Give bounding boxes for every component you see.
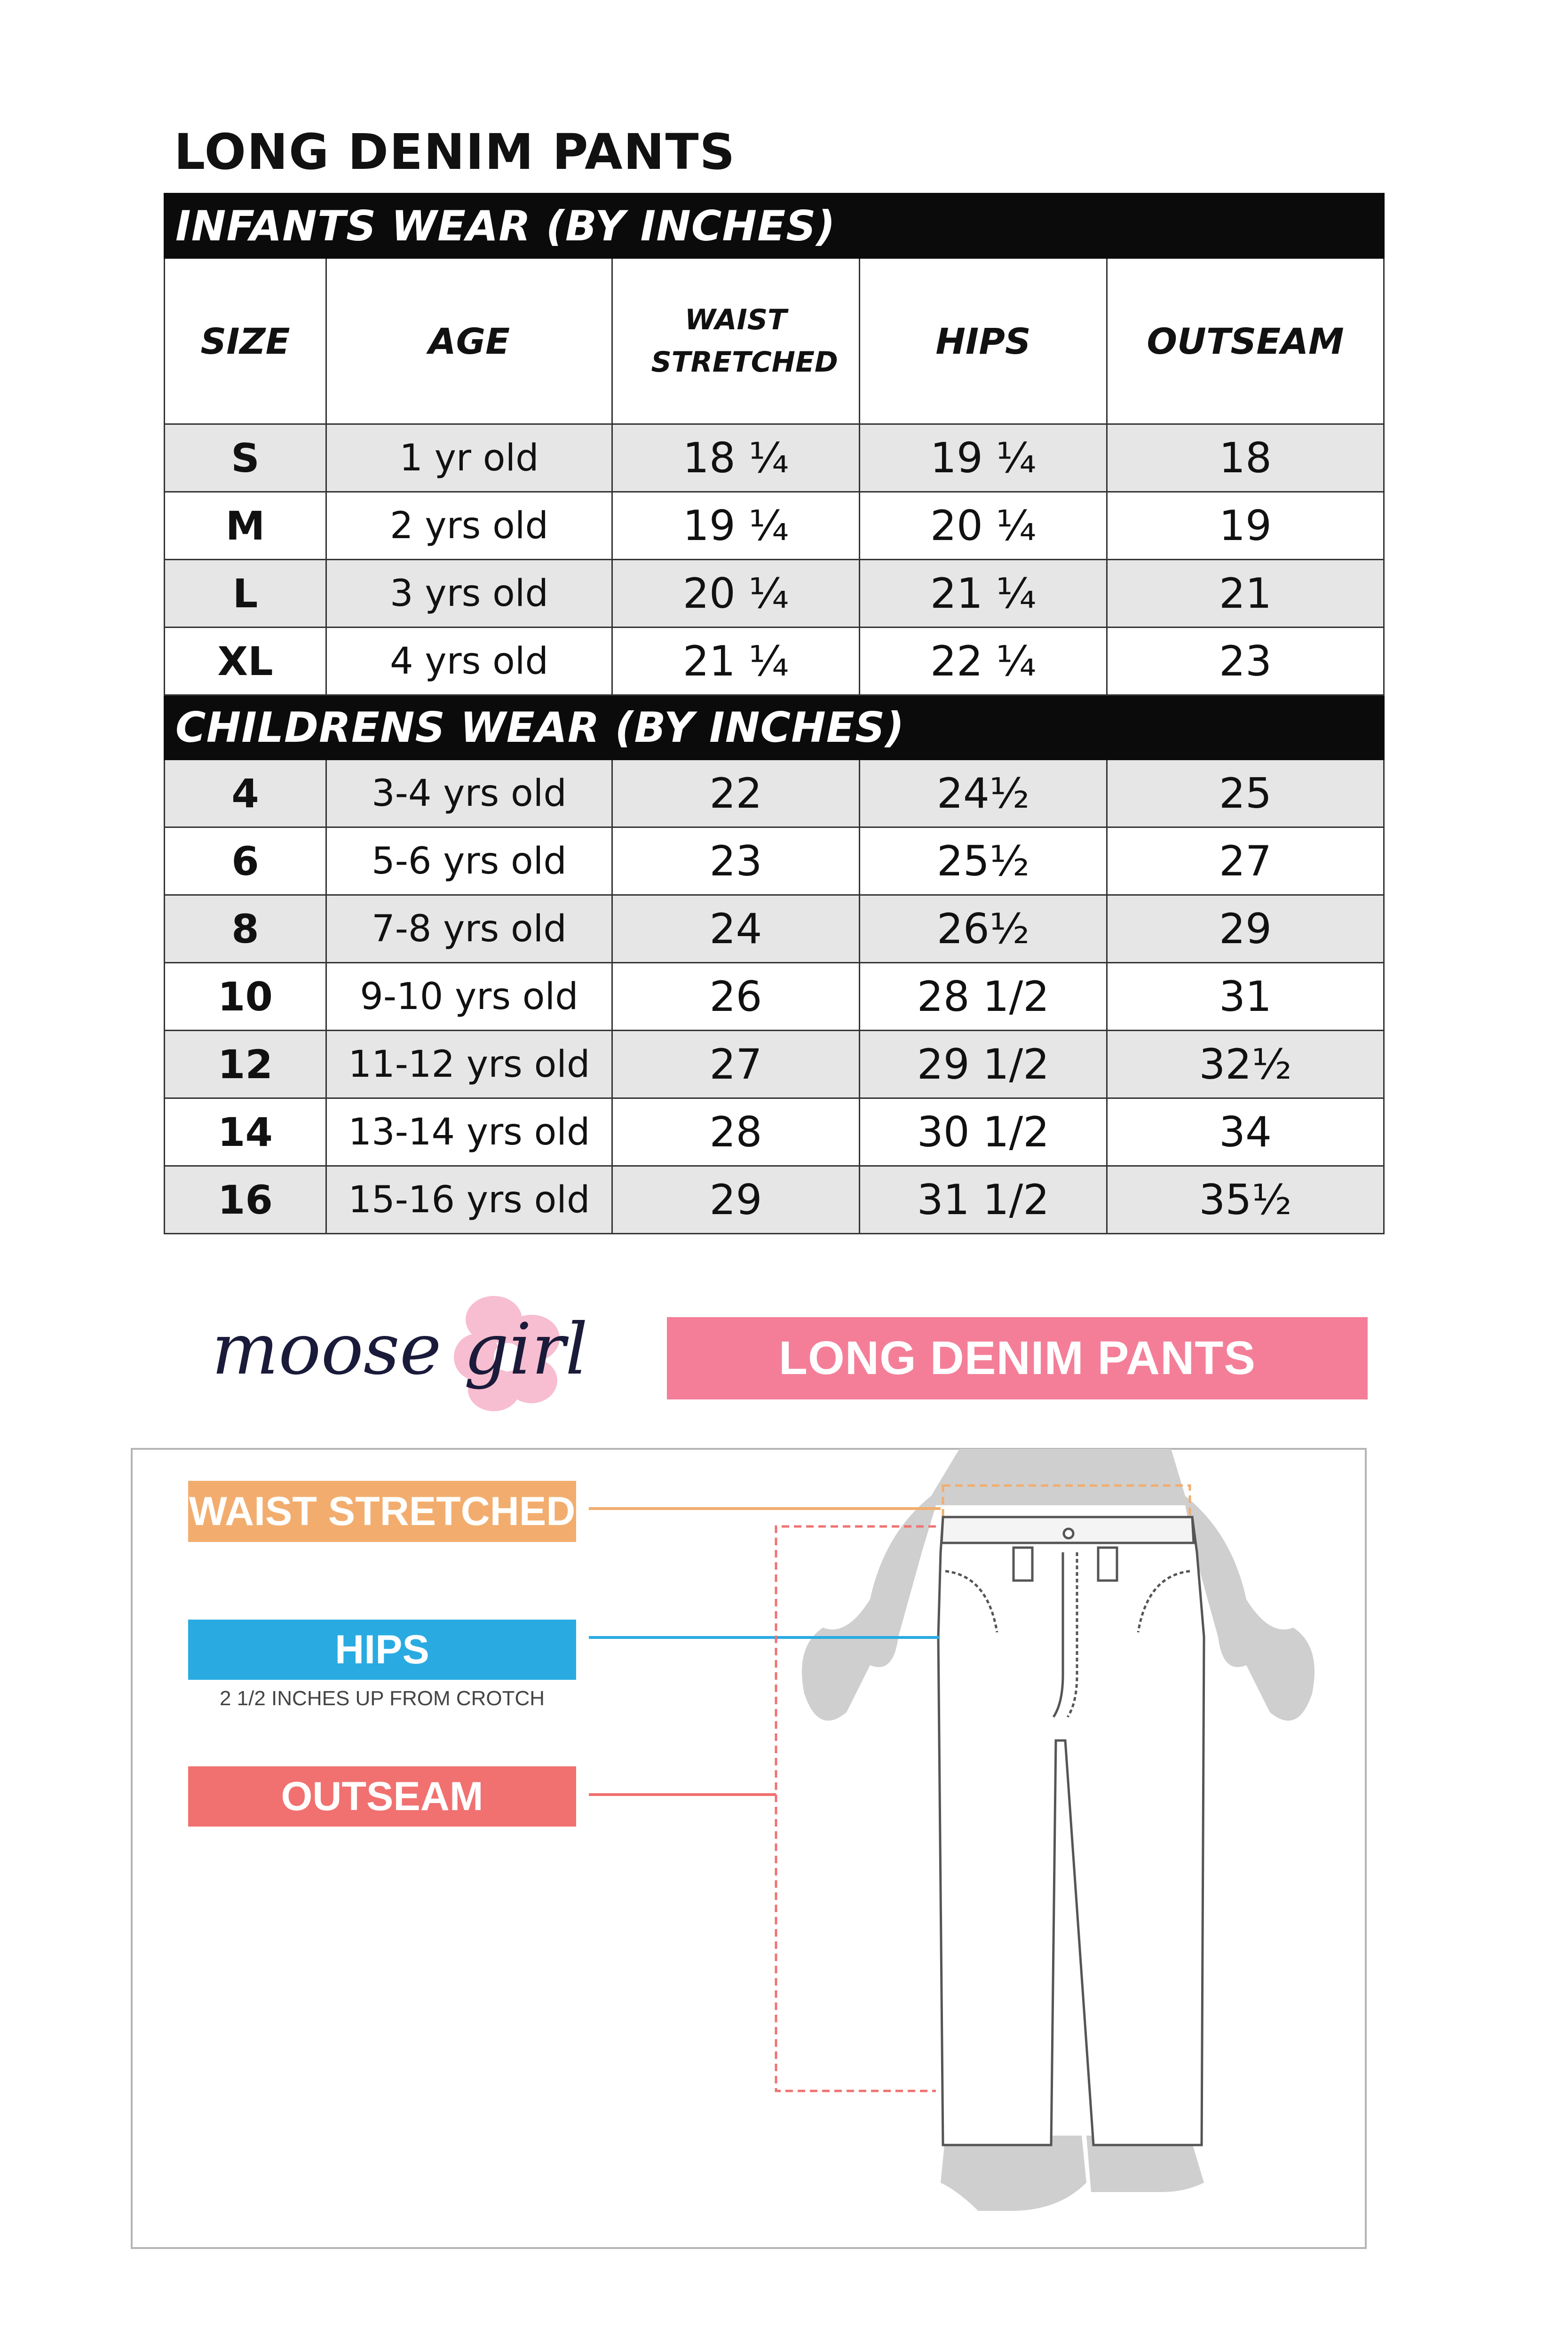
- cell-hips: 19 ¼: [860, 424, 1107, 492]
- cell-age: 5-6 yrs old: [326, 827, 612, 895]
- cell-waist: 27: [612, 1031, 860, 1098]
- header-outseam: OUTSEAM: [1107, 258, 1384, 424]
- cell-size: M: [165, 492, 326, 560]
- cell-hips: 24½: [860, 760, 1107, 827]
- cell-age: 9-10 yrs old: [326, 963, 612, 1031]
- cell-outseam: 29: [1107, 895, 1384, 963]
- cell-size: 10: [165, 963, 326, 1031]
- cell-age: 4 yrs old: [326, 628, 612, 695]
- cell-size: 6: [165, 827, 326, 895]
- cell-outseam: 34: [1107, 1098, 1384, 1166]
- cell-hips: 25½: [860, 827, 1107, 895]
- cell-size: S: [165, 424, 326, 492]
- cell-hips: 31 1/2: [860, 1166, 1107, 1234]
- cell-age: 1 yr old: [326, 424, 612, 492]
- cell-outseam: 25: [1107, 760, 1384, 827]
- cell-outseam: 18: [1107, 424, 1384, 492]
- cell-waist: 22: [612, 760, 860, 827]
- cell-age: 3 yrs old: [326, 560, 612, 628]
- cell-outseam: 19: [1107, 492, 1384, 560]
- cell-age: 3-4 yrs old: [326, 760, 612, 827]
- cell-waist: 23: [612, 827, 860, 895]
- header-age: AGE: [326, 258, 612, 424]
- cell-outseam: 31: [1107, 963, 1384, 1031]
- cell-outseam: 35½: [1107, 1166, 1384, 1234]
- cell-waist: 21 ¼: [612, 628, 860, 695]
- cell-size: 14: [165, 1098, 326, 1166]
- cell-age: 11-12 yrs old: [326, 1031, 612, 1098]
- childrens-section-title: CHILDRENS WEAR (BY INCHES): [175, 703, 905, 752]
- cell-hips: 28 1/2: [860, 963, 1107, 1031]
- header-size: SIZE: [165, 258, 326, 424]
- infants-section-title: INFANTS WEAR (BY INCHES): [175, 201, 836, 250]
- header-waist-stretched: WAIST STRETCHED: [612, 258, 860, 424]
- cell-hips: 26½: [860, 895, 1107, 963]
- product-banner: LONG DENIM PANTS: [667, 1317, 1368, 1399]
- cell-outseam: 32½: [1107, 1031, 1384, 1098]
- cell-age: 15-16 yrs old: [326, 1166, 612, 1234]
- cell-age: 2 yrs old: [326, 492, 612, 560]
- cell-age: 13-14 yrs old: [326, 1098, 612, 1166]
- waist-stretched-label: WAIST STRETCHED: [188, 1481, 576, 1542]
- cell-size: L: [165, 560, 326, 628]
- cell-outseam: 21: [1107, 560, 1384, 628]
- cell-waist: 26: [612, 963, 860, 1031]
- header-hips: HIPS: [860, 258, 1107, 424]
- page-title: LONG DENIM PANTS: [174, 123, 736, 181]
- hips-note: 2 1/2 INCHES UP FROM CROTCH: [219, 1687, 545, 1710]
- cell-size: 4: [165, 760, 326, 827]
- cell-waist: 18 ¼: [612, 424, 860, 492]
- cell-waist: 24: [612, 895, 860, 963]
- cell-waist: 28: [612, 1098, 860, 1166]
- cell-hips: 22 ¼: [860, 628, 1107, 695]
- hips-label: HIPS: [188, 1620, 576, 1680]
- cell-age: 7-8 yrs old: [326, 895, 612, 963]
- cell-size: 16: [165, 1166, 326, 1234]
- cell-waist: 29: [612, 1166, 860, 1234]
- cell-hips: 21 ¼: [860, 560, 1107, 628]
- cell-size: 8: [165, 895, 326, 963]
- cell-size: 12: [165, 1031, 326, 1098]
- logo-script: moose girl: [212, 1309, 588, 1391]
- cell-outseam: 27: [1107, 827, 1384, 895]
- denim-pants-drawing: [938, 1517, 1204, 2145]
- cell-waist: 19 ¼: [612, 492, 860, 560]
- cell-outseam: 23: [1107, 628, 1384, 695]
- cell-waist: 20 ¼: [612, 560, 860, 628]
- outseam-label: OUTSEAM: [188, 1766, 576, 1827]
- cell-size: XL: [165, 628, 326, 695]
- cell-hips: 20 ¼: [860, 492, 1107, 560]
- cell-hips: 29 1/2: [860, 1031, 1107, 1098]
- cell-hips: 30 1/2: [860, 1098, 1107, 1166]
